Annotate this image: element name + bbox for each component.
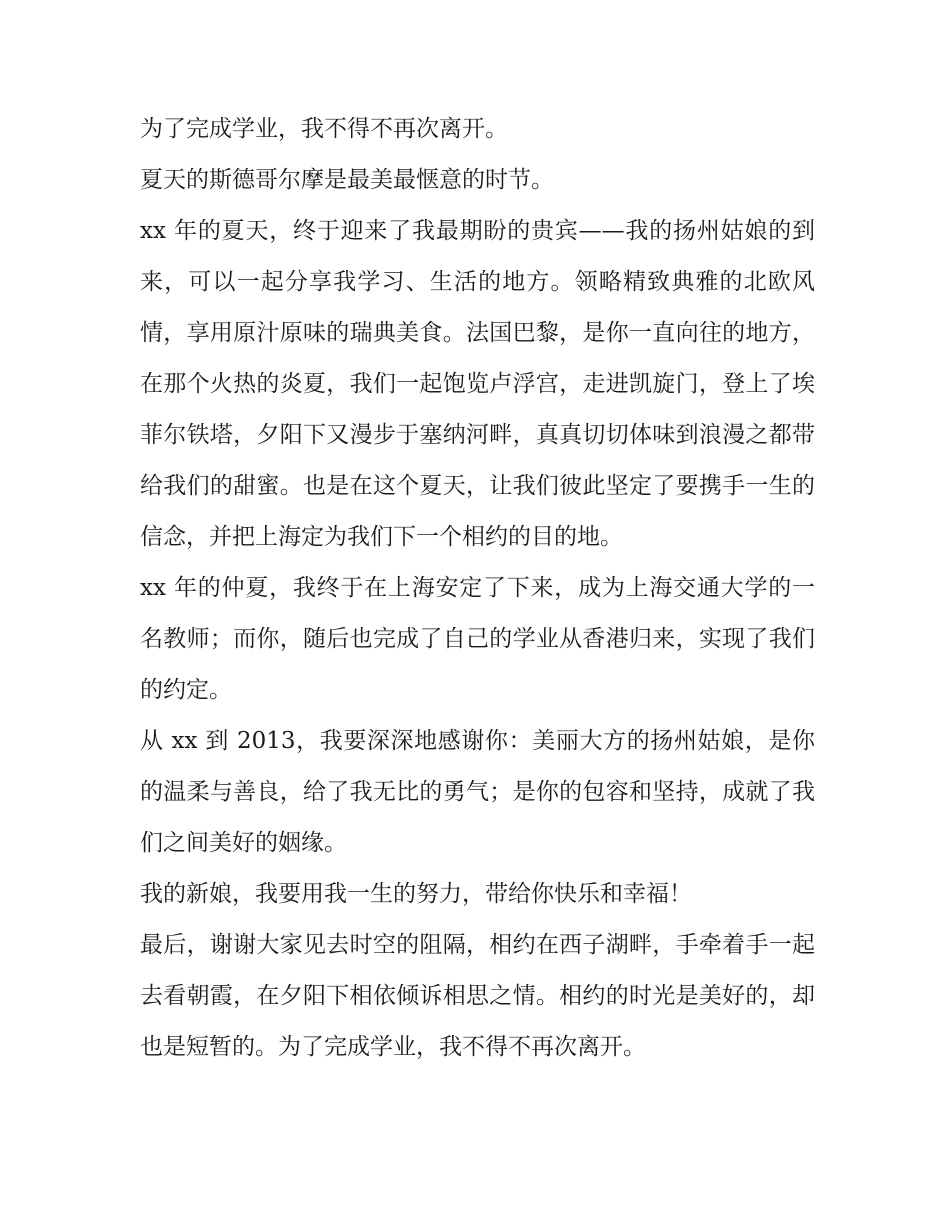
paragraph-4: xx 年的仲夏，我终于在上海安定了下来，成为上海交通大学的一名教师；而你，随后也完成了自己的学业从香港归来，实现了我们的约定。 [140,575,815,703]
paragraph-1: 为了完成学业，我不得不再次离开。 [140,116,508,142]
document-body [140,104,815,1073]
paragraph-2: 夏天的斯德哥尔摩是最美最惬意的时节。 [140,167,554,193]
paragraph-3: xx 年的夏天，终于迎来了我最期盼的贵宾——我的扬州姑娘的到来，可以一起分享我学习、生活的地方。领略精致典雅的北欧风情，享用原汁原味的瑞典美食。法国巴黎，是你一直向往的地方，在那个火热的炎夏，我们一起饱览卢浮宫，走进凯旋门，登上了埃菲尔铁塔，夕阳下又漫步于塞纳河畔，真真切切体味到浪漫之都带给我们的甜蜜。也是在这个夏天，让我们彼此坚定了要携手一生的信念，并把上海定为我们下一个相约的目的地。 [140,218,815,550]
paragraph-7: 最后，谢谢大家见去时空的阻隔，相约在西子湖畔，手牵着手一起去看朝霞，在夕阳下相依倾诉相思之情。相约的时光是美好的，却也是短暂的。为了完成学业，我不得不再次离开。 [140,932,815,1060]
paragraph-6: 我的新娘，我要用我一生的努力，带给你快乐和幸福！ [140,881,692,907]
paragraph-5: 从 xx 到 2013，我要深深地感谢你：美丽大方的扬州姑娘，是你的温柔与善良，给了我无比的勇气；是你的包容和坚持，成就了我们之间美好的姻缘。 [140,728,815,856]
